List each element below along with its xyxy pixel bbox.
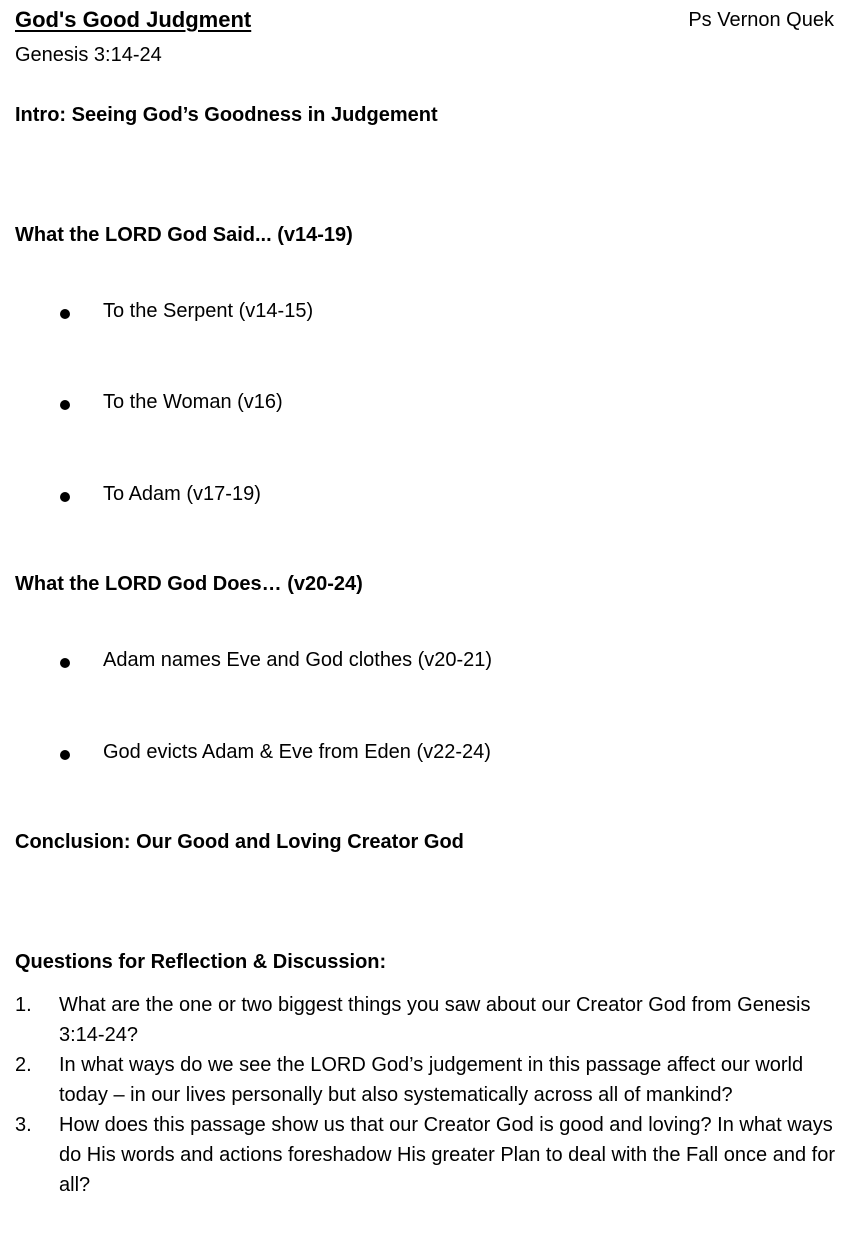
scripture-passage: Genesis 3:14-24	[15, 44, 162, 66]
question-text: What are the one or two biggest things you saw about our Creator God from Genesis 3:14-24?	[59, 994, 811, 1046]
does-heading: What the LORD God Does… (v20-24)	[15, 573, 363, 595]
bullet-icon	[60, 658, 70, 668]
question-number: 3.	[15, 1114, 32, 1136]
question-item	[15, 990, 835, 1050]
list-item-text: God evicts Adam & Eve from Eden (v22-24)	[103, 741, 491, 763]
bullet-icon	[60, 492, 70, 502]
questions-heading: Questions for Reflection & Discussion:	[15, 951, 387, 973]
list-item-text: Adam names Eve and God clothes (v20-21)	[103, 649, 493, 671]
list-item-text: To the Woman (v16)	[103, 391, 283, 413]
said-heading: What the LORD God Said... (v14-19)	[15, 224, 353, 246]
bullet-icon	[60, 309, 70, 319]
document-title: God's Good Judgment	[15, 7, 252, 32]
list-item-text: To the Serpent (v14-15)	[103, 300, 314, 322]
intro-heading: Intro: Seeing God’s Goodness in Judgement	[15, 104, 438, 126]
bullet-icon	[60, 400, 70, 410]
question-number: 2.	[15, 1054, 32, 1076]
question-item	[15, 1110, 835, 1200]
conclusion-heading: Conclusion: Our Good and Loving Creator God	[15, 831, 464, 853]
question-item	[15, 1050, 835, 1110]
question-text: In what ways do we see the LORD God’s judgement in this passage affect our world today – in our lives personally but also systematically across all of mankind?	[59, 1054, 804, 1106]
author-name: Ps Vernon Quek	[688, 9, 834, 31]
bullet-icon	[60, 750, 70, 760]
question-number: 1.	[15, 994, 32, 1016]
questions-list	[15, 990, 835, 1200]
question-text: How does this passage show us that our Creator God is good and loving? In what ways do His words and actions foreshadow His greater Plan to deal with the Fall once and for all?	[59, 1114, 835, 1196]
list-item-text: To Adam (v17-19)	[103, 483, 261, 505]
